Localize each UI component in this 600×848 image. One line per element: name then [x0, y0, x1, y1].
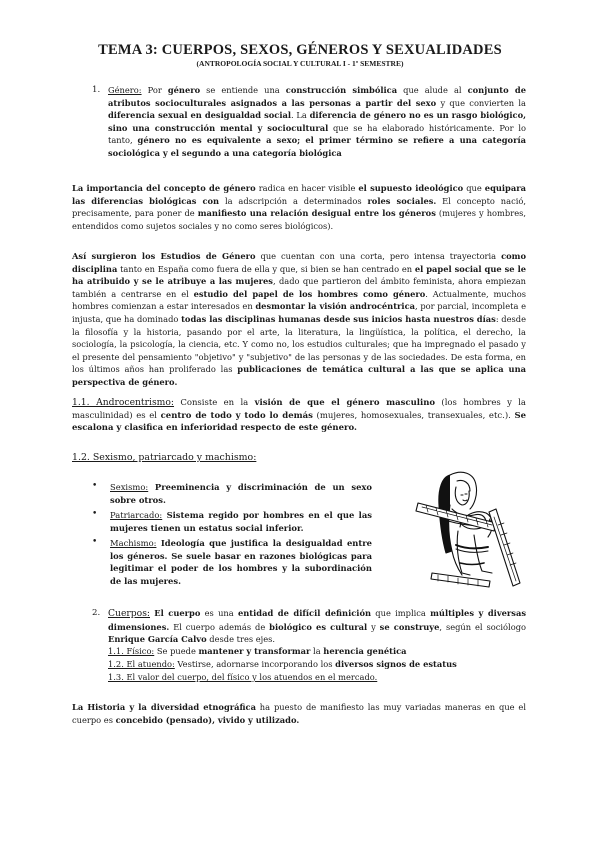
bullet-text: Sistema regido por hombres en el que las mujeres tienen un estatus social inferior. [110, 510, 372, 533]
text: (mujeres y hombres, entendidos como sujetos sociales y no como seres biológicos). [72, 208, 526, 231]
text-bold: manifiesto una relación desigual entre los géneros [197, 208, 436, 219]
text-bold: El cuerpo [154, 608, 201, 618]
text: El concepto nació, precisamente, para poner de [72, 195, 526, 219]
section-2-cuerpos [108, 607, 526, 646]
text: y que convierten la [436, 97, 526, 108]
text: , dado que partieron del ámbito feminista, ahora empiezan también a centrarse en el [72, 276, 526, 299]
text-bold: entidad de difícil definición [237, 608, 372, 618]
text: se entiende una [200, 85, 286, 95]
text: Por [141, 85, 168, 95]
text-bold: género [167, 85, 201, 95]
text-bold: diversos signos de estatus [335, 659, 457, 669]
text-bold: el supuesto ideológico [358, 183, 464, 193]
text: , por parcial, incompleta e injusta, que ha dominado [72, 301, 526, 324]
paragraph-estudios [72, 250, 526, 389]
text: radica en hacer visible [255, 183, 359, 193]
page-title: TEMA 3: CUERPOS, SEXOS, GÉNEROS Y SEXUALIDADES [98, 42, 502, 58]
text-bold: construcción simbólica [285, 85, 398, 95]
sub-label: 1.1. Físico: [108, 646, 155, 656]
bullet-label: Patriarcado: [110, 510, 163, 520]
text-bold: publicaciones de temática cultural a las que se aplica una perspectiva de género. [72, 364, 527, 387]
text: que implica [371, 608, 431, 618]
text: que cuentan con una corta, pero intensa trayectoria [255, 251, 502, 261]
text-bold: como disciplina [72, 251, 526, 274]
text: ha puesto de manifiesto las muy variadas maneras en que el cuerpo es [72, 702, 526, 725]
text-bold: diferencia sexual en desigualdad social [108, 110, 292, 121]
section-2-sub-atuendo [108, 658, 526, 671]
text-bold: Así surgieron los Estudios de Género [72, 251, 256, 261]
text-bold: el papel social que se le ha atribuido y se le atribuye a las mujeres [72, 263, 527, 287]
text: que alude al [397, 85, 468, 95]
text-bold: género no es equivalente a sexo; el primer término se refiere a una categoría sociológica y el segundo a una categoría biológica [108, 135, 526, 158]
text: Vestirse, adornarse incorporando los [174, 659, 336, 669]
section-2-heading: Cuerpos: [108, 608, 150, 619]
text-bold: estudio del papel de los hombres como género [193, 288, 426, 299]
text-bold: herencia genética [323, 646, 407, 656]
section-1-number: 1. [92, 85, 101, 95]
paragraph-importancia [72, 182, 526, 232]
bullet-sexismo [110, 481, 372, 506]
bound-woman-illustration [412, 465, 524, 590]
section-1-1-heading: 1.1. Androcentrismo: [72, 397, 175, 408]
bullet-patriarcado [110, 509, 372, 534]
text-bold: concebido (pensado), vivido y utilizado. [115, 714, 300, 725]
section-2-sub-valor [108, 671, 526, 684]
text-bold: Se escalona y clasifica en inferioridad respecto de este género. [72, 410, 527, 434]
text: es una [200, 608, 238, 618]
section-2-sub-fisico [108, 645, 526, 658]
text-bold: diferencia de género no es un rasgo biológico, sino una construcción mental y sociocultural [108, 110, 526, 133]
text: que [463, 183, 485, 193]
bullet-text: Preeminencia y discriminación de un sexo sobre otros. [110, 482, 372, 505]
paragraph-historia [72, 701, 526, 726]
bullet-icon: • [92, 509, 98, 519]
text-bold: La Historia y la diversidad etnográfica [72, 702, 256, 712]
text-bold: se construye [379, 621, 440, 632]
text-bold: todas las disciplinas humanas desde sus inicios hasta nuestros días [181, 313, 496, 324]
text: que se ha elaborado históricamente. Por lo tanto, [108, 122, 526, 146]
bullet-machismo [110, 537, 372, 587]
text: (mujeres, homosexuales, transexuales, etc.). [312, 410, 515, 421]
bullet-icon: • [92, 537, 98, 547]
text: (los hombres y la masculinidad) es el [72, 398, 526, 421]
text-bold: roles sociales. [367, 195, 437, 206]
text: Consiste en la [174, 398, 255, 408]
bullet-label: Machismo: [110, 538, 157, 548]
text-bold: visión de que el género masculino [254, 398, 436, 408]
section-2-number: 2. [92, 608, 101, 618]
bullet-text: Ideología que justifica la desigualdad entre los géneros. Se suele basar en razones biológicas para legitimar el poder de los hombres y la subordinación de las mujeres. [110, 538, 372, 586]
section-1-1-androcentrismo [72, 397, 526, 435]
text: tanto en España como fuera de ella y que, si bien se han centrado en [117, 263, 415, 274]
text: Se puede [154, 646, 199, 656]
text-bold: mantener y transformar [198, 646, 311, 656]
page-subtitle: (ANTROPOLOGÍA SOCIAL Y CULTURAL I - 1º SEMESTRE) [196, 59, 404, 68]
text-bold: Enrique García Calvo [108, 634, 207, 645]
section-1-2-heading: 1.2. Sexismo, patriarcado y machismo: [72, 452, 257, 463]
text-bold: equipara las diferencias biológicas con [72, 183, 526, 206]
text: la [310, 646, 324, 656]
text-bold: conjunto de atributos socioculturales asignados a las personas a partir del sexo [108, 85, 526, 108]
text-bold: biológico es cultural [269, 621, 368, 632]
text: . La [291, 110, 310, 121]
text-bold: centro de todo y todo lo demás [160, 410, 313, 421]
text-bold: La importancia del concepto de género [72, 183, 256, 193]
text: El cuerpo además de [169, 621, 270, 632]
bullet-icon: • [92, 481, 98, 491]
sub-label: 1.2. El atuendo: [108, 659, 175, 669]
sub-label: 1.3. El valor del cuerpo, del físico y los atuendos en el mercado. [108, 672, 378, 682]
text: la adscripción a determinados [219, 195, 368, 206]
text-bold: múltiples y diversas dimensiones. [108, 608, 527, 632]
text: , según el sociólogo [439, 621, 526, 632]
text: y [367, 621, 380, 632]
text: : desde la filosofía y la historia, pasando por el arte, la literatura, la lingüística, la política, el derecho, la sociología, la psicología, la ciencia, etc. Y como no, los estudios culturales; que ha impregnado el pasado y el presente del pensamiento "objetivo" y "subjetivo" de las personas y de las sociedades. De esta forma, en los últimos años han proliferado las [72, 313, 526, 375]
section-1-genero [108, 84, 526, 160]
text-bold: desmontar la visión androcéntrica [255, 301, 415, 312]
bullet-label: Sexismo: [110, 482, 149, 492]
text: desde tres ejes. [206, 634, 276, 645]
text: . Actualmente, muchos hombres comienzan a estar interesados en [72, 288, 526, 312]
section-1-heading: Género: [108, 85, 142, 95]
